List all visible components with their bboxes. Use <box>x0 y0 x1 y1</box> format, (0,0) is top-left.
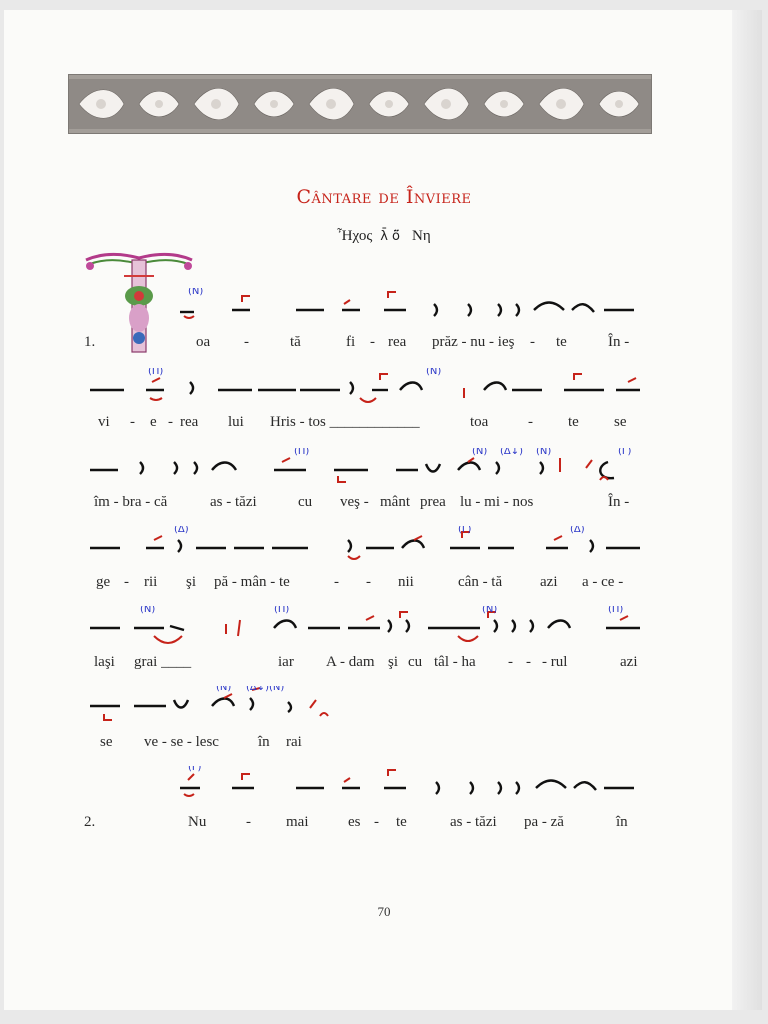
martyria-mark: (Π) <box>148 368 164 377</box>
syllable: - <box>366 574 371 590</box>
syllable: 2. <box>84 814 96 830</box>
syllable: as - tăzi <box>450 814 497 830</box>
syllable: - <box>370 334 375 350</box>
martyria-mark: (Δ↓) <box>500 448 524 457</box>
syllable: ve - se - lesc <box>144 734 219 750</box>
syllable: - <box>168 414 173 430</box>
syllable: cân - tă <box>458 574 503 590</box>
syllable: Hris - tos ____________ <box>270 414 420 430</box>
syllable: azi <box>620 654 638 670</box>
syllable: lu - mi - nos <box>460 494 534 510</box>
martyria-mark: (N) <box>426 368 442 377</box>
syllable: În - <box>608 494 630 510</box>
mode-label: Ἦχος <box>337 228 373 244</box>
mode-indicator <box>0 228 768 245</box>
syllable: grai ____ <box>134 654 192 670</box>
syllable: iar <box>278 654 294 670</box>
syllable: toa <box>470 414 489 430</box>
martyria-mark: (Γ) <box>618 448 632 457</box>
syllable: - <box>244 334 249 350</box>
syllable: oa <box>196 334 211 350</box>
syllable: nii <box>398 574 414 590</box>
neume-staff-line-6 <box>84 686 644 726</box>
syllable: cu <box>298 494 313 510</box>
syllable: rea <box>388 334 407 350</box>
syllable: e <box>150 414 157 430</box>
syllable: vi <box>98 414 110 430</box>
syllable: se <box>100 734 113 750</box>
martyria-mark: (N) <box>536 448 552 457</box>
syllable: - <box>124 574 129 590</box>
syllable: - <box>528 414 533 430</box>
syllable: te <box>396 814 407 830</box>
syllable: - <box>130 414 135 430</box>
syllable: - <box>526 654 531 670</box>
ornamental-banner <box>68 74 652 134</box>
syllable: îm - bra - că <box>94 494 168 510</box>
syllable: tâl - ha <box>434 654 476 670</box>
syllable: lui <box>228 414 244 430</box>
martyria-mark: (Δ) <box>174 526 189 535</box>
syllable: laşi <box>94 654 115 670</box>
syllable: - dam <box>340 654 375 670</box>
syllable: azi <box>540 574 558 590</box>
syllable: Nu <box>188 814 207 830</box>
syllable: pa - ză <box>524 814 564 830</box>
mode-letter: Νη <box>412 228 431 244</box>
syllable: mânt <box>380 494 410 510</box>
martyria-mark: (N) <box>472 448 488 457</box>
syllable: mai <box>286 814 309 830</box>
neume-staff-line-5 <box>84 606 644 646</box>
martyria-mark: (Δ) <box>570 526 585 535</box>
syllable: rea <box>180 414 199 430</box>
syllable: se <box>614 414 627 430</box>
syllable: ge <box>96 574 111 590</box>
syllable: rii <box>144 574 158 590</box>
martyria-mark: (N) <box>216 686 232 693</box>
syllable: În - <box>608 334 630 350</box>
martyria-mark: (Δ↓)(N) <box>246 686 285 693</box>
syllable: în <box>258 734 270 750</box>
syllable: 1. <box>84 334 96 350</box>
neume-staff-line-7 <box>84 766 644 806</box>
neume-staff-line-1 <box>84 288 644 328</box>
syllable: es <box>348 814 361 830</box>
syllable: te <box>556 334 567 350</box>
martyria-mark: (Π) <box>274 606 290 615</box>
syllable: şi <box>186 574 197 590</box>
syllable: în <box>616 814 628 830</box>
martyria-mark: (Γ) <box>188 766 202 773</box>
syllable: a - ce - <box>582 574 624 590</box>
syllable: şi <box>388 654 399 670</box>
syllable: cu <box>408 654 423 670</box>
syllable: fi <box>346 334 356 350</box>
syllable: prăz - nu - ieş <box>432 334 515 350</box>
syllable: - <box>508 654 513 670</box>
martyria-mark: (Π) <box>608 606 624 615</box>
syllable: tă <box>290 334 301 350</box>
martyria-mark: (N) <box>140 606 156 615</box>
martyria-mark: (N) <box>482 606 498 615</box>
syllable: A <box>326 654 337 670</box>
page-edge-shadow <box>732 10 762 1010</box>
neume-staff-line-4 <box>84 526 644 566</box>
syllable: te <box>568 414 579 430</box>
syllable: pă - mân - te <box>214 574 290 590</box>
page-number: 70 <box>377 904 391 919</box>
syllable: rai <box>286 734 302 750</box>
syllable: veş - <box>340 494 369 510</box>
syllable: - <box>334 574 339 590</box>
syllable: prea <box>420 494 446 510</box>
syllable: as - tăzi <box>210 494 257 510</box>
syllable: - <box>246 814 251 830</box>
neume-staff-line-2 <box>84 368 644 408</box>
neume-staff-line-3 <box>84 448 644 488</box>
hymn-title: Cântare de Înviere <box>296 186 472 208</box>
syllable: - rul <box>542 654 568 670</box>
martyria-mark: (Γ) <box>458 526 472 535</box>
martyria-mark: (Π) <box>294 448 310 457</box>
syllable: - <box>530 334 535 350</box>
mode-signature-icon: λ̄ ö̈ <box>376 229 409 244</box>
syllable: - <box>374 814 379 830</box>
martyria-mark: (N) <box>188 288 204 297</box>
